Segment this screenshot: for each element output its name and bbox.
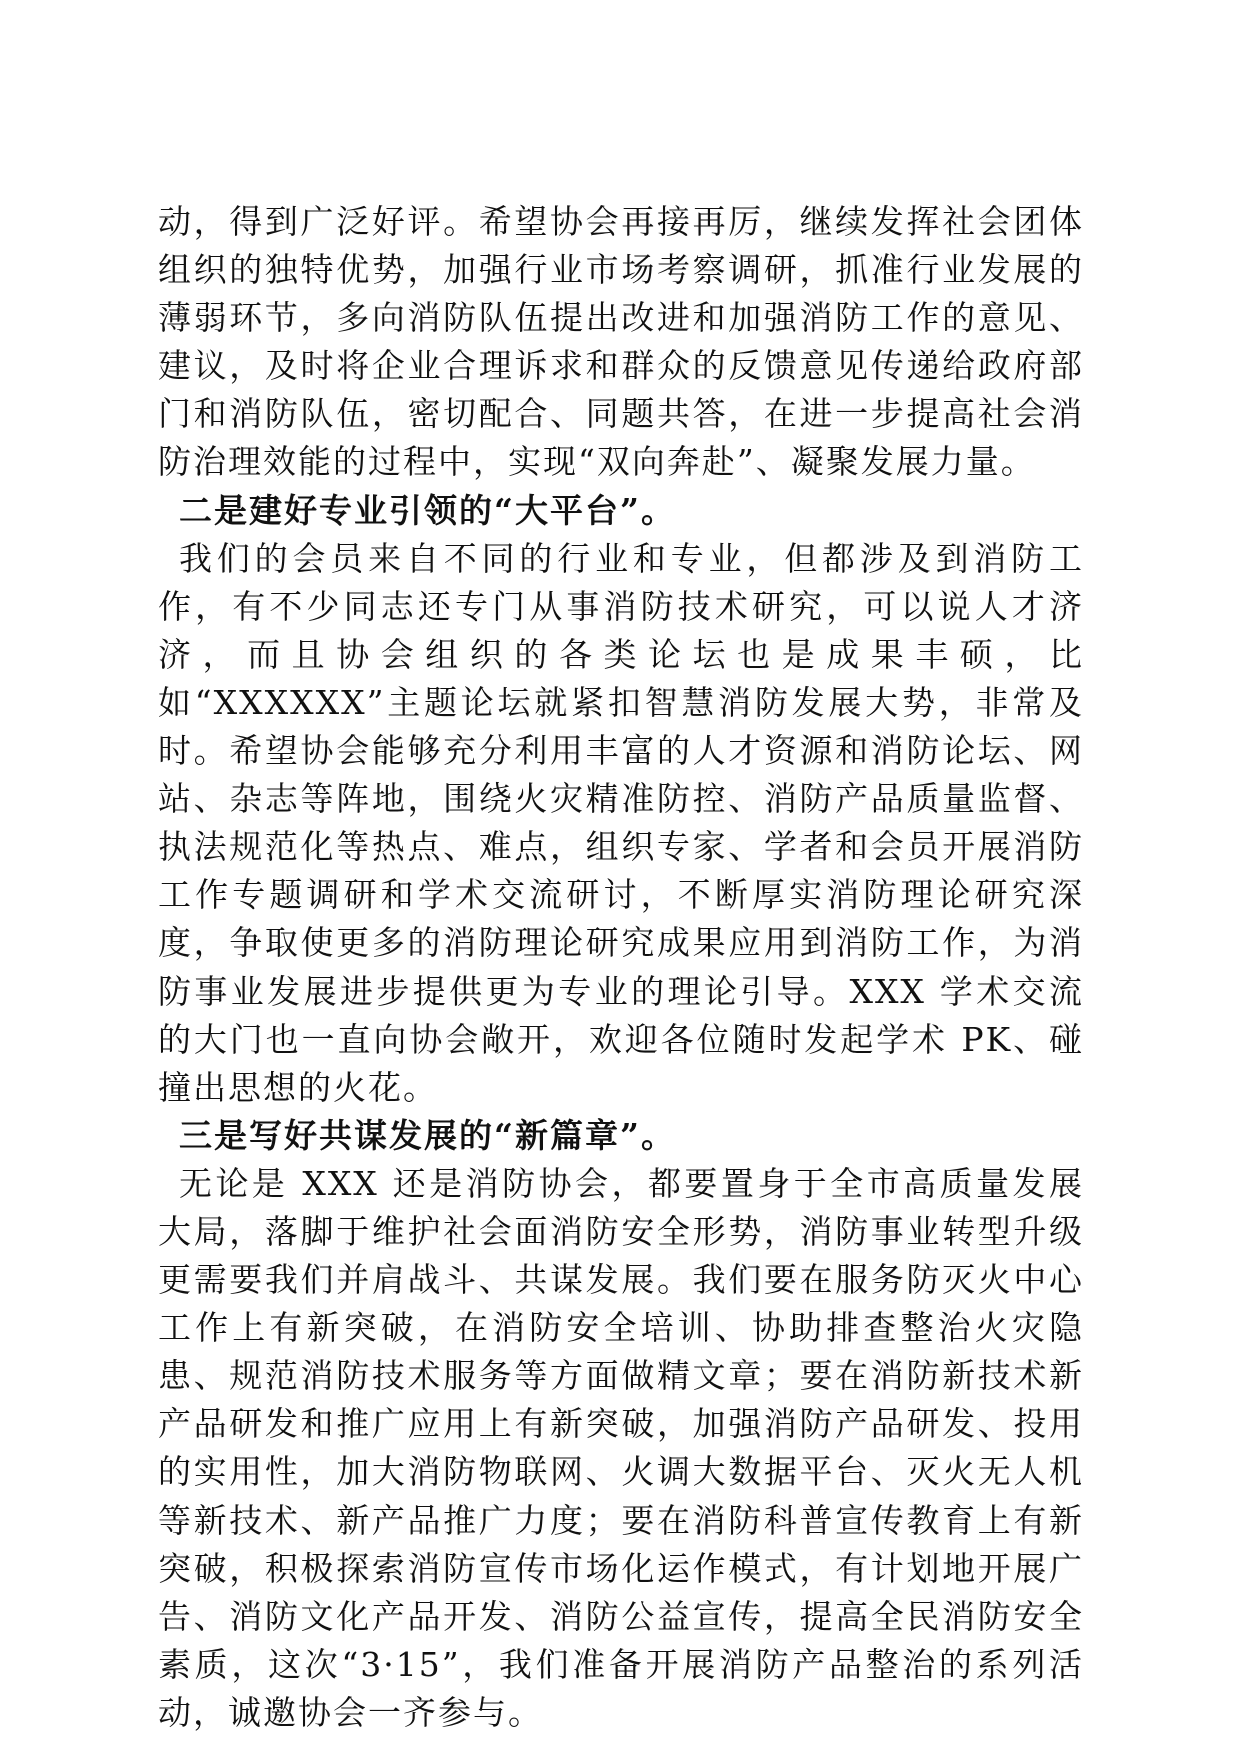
section-heading-platform: 二是建好专业引领的“大平台”。 xyxy=(179,490,676,530)
paragraph-development: 无论是 XXX 还是消防协会，都要置身于全市高质量发展大局，落脚于维护社会面消防安全形势，消防事业转型升级更需要我们并肩战斗、共谋发展。我们要在服务防灭火中心工作上有新突破，在消防安全培训、协助排查整治火灾隐患、规范消防技术服务等方面做精文章；要在消防新技术新产品研发和推广应用上有新突破，加强消防产品研发、投用的实用性，加大消防物联网、火调大数据平台、灭火无人机等新技术、新产品推广力度；要在消防科普宣传教育上有新突破，积极探索消防宣传市场化运作模式，有计划地开展广告、消防文化产品开发、消防公益宣传，提高全民消防安全素质，这次“3·15”，我们准备开展消防产品整治的系列活动，诚邀协会一齐参与。 xyxy=(158,1163,1084,1732)
paragraph-platform: 我们的会员来自不同的行业和专业，但都涉及到消防工作，有不少同志还专门从事消防技术研究，可以说人才济济，而且协会组织的各类论坛也是成果丰硕，比如“XXXXXX”主题论坛就紧扣智慧消防发展大势，非常及时。希望协会能够充分利用丰富的人才资源和消防论坛、网站、杂志等阵地，围绕火灾精准防控、消防产品质量监督、执法规范化等热点、难点，组织专家、学者和会员开展消防工作专题调研和学术交流研讨，不断厚实消防理论研究深度，争取使更多的消防理论研究成果应用到消防工作，为消防事业发展进步提供更为专业的理论引导。XXX 学术交流的大门也一直向协会敞开，欢迎各位随时发起学术 PK、碰撞出思想的火花。 xyxy=(158,538,1084,1107)
document-page xyxy=(158,198,1084,1737)
section-heading-development: 三是写好共谋发展的“新篇章”。 xyxy=(179,1115,676,1155)
paragraph-continuation: 动，得到广泛好评。希望协会再接再厉，继续发挥社会团体组织的独特优势，加强行业市场考察调研，抓准行业发展的薄弱环节，多向消防队伍提出改进和加强消防工作的意见、建议，及时将企业合理诉求和群众的反馈意见传递给政府部门和消防队伍，密切配合、同题共答，在进一步提高社会消防治理效能的过程中，实现“双向奔赴”、凝聚发展力量。 xyxy=(158,202,1084,482)
